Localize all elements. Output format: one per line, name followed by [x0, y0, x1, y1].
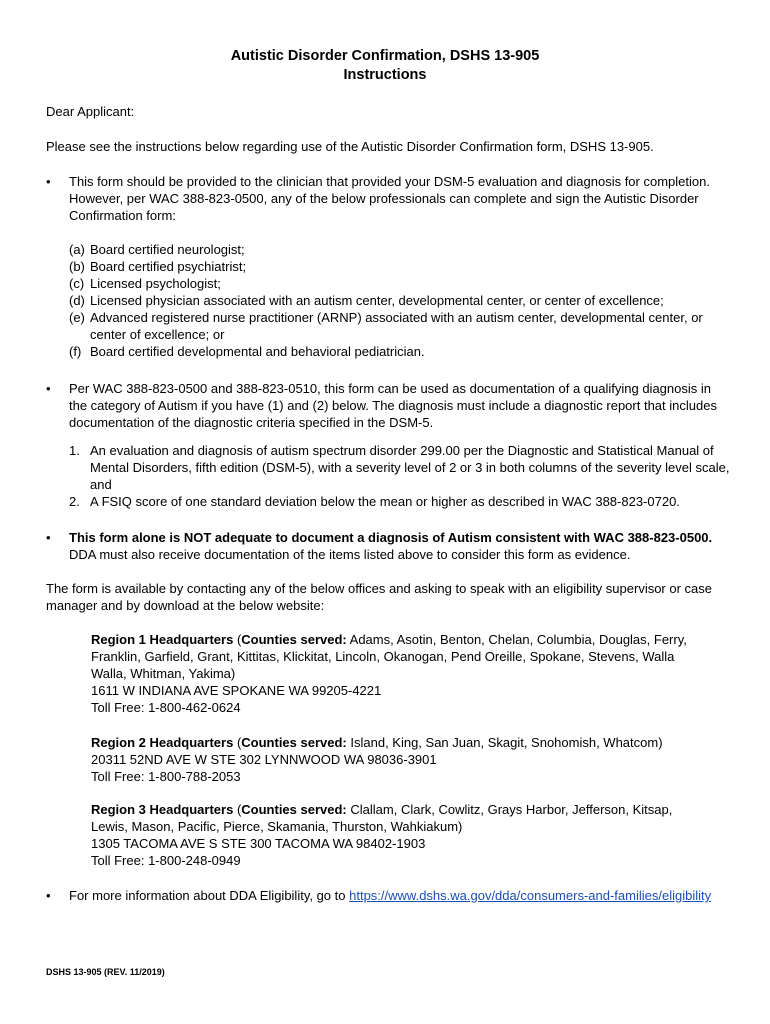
eligibility-link[interactable]: https://www.dshs.wa.gov/dda/consumers-and-families/eligibility: [349, 888, 712, 903]
region-2-block: [91, 734, 711, 785]
list-marker: (a): [69, 242, 85, 257]
bullet-4-text: For more information about DDA Eligibility, go to: [69, 888, 350, 903]
list-item: [69, 442, 733, 493]
bullet-3-warning: This form alone is NOT adequate to document a diagnosis of Autism consistent with WAC 388-823-0500.: [69, 530, 713, 545]
region-address: 1611 W INDIANA AVE SPOKANE WA 99205-4221: [91, 683, 382, 698]
list-marker: (f): [69, 344, 82, 359]
paren: (: [233, 632, 242, 647]
list-marker: (d): [69, 293, 85, 308]
list-marker: 2.: [69, 494, 80, 509]
title-line-1: Autistic Disorder Confirmation, DSHS 13-905: [230, 48, 540, 64]
region-address: 20311 52ND AVE W STE 302 LYNNWOOD WA 98036-3901: [91, 752, 437, 767]
list-item-text: Licensed physician associated with an autism center, developmental center, or center of excellence;: [90, 293, 664, 308]
region-1-block: [91, 631, 711, 716]
greeting: Dear Applicant:: [46, 104, 135, 119]
bullet-marker: •: [46, 174, 51, 189]
bullet-1-text: This form should be provided to the clinician that provided your DSM-5 evaluation and diagnosis for completion. However, per WAC 388-823-0500, any of the below professionals can complete and sign the Autistic Disorder Confirmation form:: [69, 174, 710, 223]
list-item: [69, 309, 733, 343]
paren: (: [233, 802, 242, 817]
title-line-2: Instructions: [343, 67, 427, 83]
list-item: [69, 343, 733, 360]
bullet-marker: •: [46, 530, 51, 545]
region-name: Region 3 Headquarters: [91, 802, 234, 817]
form-footer: DSHS 13-905 (REV. 11/2019): [46, 967, 165, 977]
requirements-list: [69, 442, 733, 510]
list-item-text: Board certified psychiatrist;: [90, 259, 247, 274]
counties-label: Counties served:: [241, 802, 347, 817]
list-item-text: An evaluation and diagnosis of autism spectrum disorder 299.00 per the Diagnostic and Statistical Manual of Mental Disorders, fifth edition (DSM-5), with a severity level of 2 or 3 in both columns of the severity level scale, and: [90, 443, 730, 492]
document-title: [0, 47, 770, 85]
list-item: [69, 258, 733, 275]
counties-list: Adams, Asotin, Benton, Chelan, Columbia, Douglas, Ferry, Franklin, Garfield, Grant, Kittitas, Klickitat, Lincoln, Okanogan, Pend Oreille, Spokane, Stevens, Walla Walla, Whitman, Yakima): [91, 632, 687, 681]
region-address: 1305 TACOMA AVE S STE 300 TACOMA WA 98402-1903: [91, 836, 426, 851]
list-marker: (c): [69, 276, 85, 291]
list-item-text: Advanced registered nurse practitioner (ARNP) associated with an autism center, developmental center, or center of excellence; or: [90, 310, 703, 342]
bullet-3: [69, 529, 729, 563]
list-marker: (e): [69, 310, 85, 325]
region-name: Region 2 Headquarters: [91, 735, 234, 750]
list-item-text: Board certified developmental and behavioral pediatrician.: [90, 344, 425, 359]
region-name: Region 1 Headquarters: [91, 632, 234, 647]
region-phone: Toll Free: 1-800-788-2053: [91, 769, 241, 784]
intro-paragraph: Please see the instructions below regarding use of the Autistic Disorder Confirmation form, DSHS 13-905.: [46, 139, 654, 154]
bullet-2-text: Per WAC 388-823-0500 and 388-823-0510, this form can be used as documentation of a qualifying diagnosis in the category of Autism if you have (1) and (2) below. The diagnosis must include a diagnostic report that includes documentation of the diagnostic criteria specified in the DSM-5.: [69, 381, 717, 430]
paren: (: [233, 735, 242, 750]
list-item-text: Board certified neurologist;: [90, 242, 245, 257]
counties-label: Counties served:: [241, 735, 347, 750]
list-item: [69, 241, 733, 258]
bullet-3-text: DDA must also receive documentation of the items listed above to consider this form as evidence.: [69, 547, 631, 562]
list-item-text: Licensed psychologist;: [90, 276, 221, 291]
list-marker: 1.: [69, 443, 80, 458]
list-item-text: A FSIQ score of one standard deviation below the mean or higher as described in WAC 388-823-0720.: [90, 494, 680, 509]
region-phone: Toll Free: 1-800-248-0949: [91, 853, 241, 868]
counties-list: Clallam, Clark, Cowlitz, Grays Harbor, Jefferson, Kitsap, Lewis, Mason, Pacific, Pierce, Skamania, Thurston, Wahkiakum): [91, 802, 673, 834]
counties-list: Island, King, San Juan, Skagit, Snohomish, Whatcom): [346, 735, 663, 750]
region-3-block: [91, 801, 711, 869]
list-item: [69, 292, 733, 309]
professionals-list: [69, 241, 733, 360]
list-item: [69, 493, 733, 510]
list-item: [69, 275, 733, 292]
list-marker: (b): [69, 259, 85, 274]
counties-label: Counties served:: [241, 632, 347, 647]
region-phone: Toll Free: 1-800-462-0624: [91, 700, 241, 715]
availability-paragraph: The form is available by contacting any of the below offices and asking to speak with an eligibility supervisor or case manager and by download at the below website:: [46, 581, 713, 613]
bullet-4: [69, 887, 729, 904]
bullet-marker: •: [46, 381, 51, 396]
bullet-marker: •: [46, 888, 51, 903]
